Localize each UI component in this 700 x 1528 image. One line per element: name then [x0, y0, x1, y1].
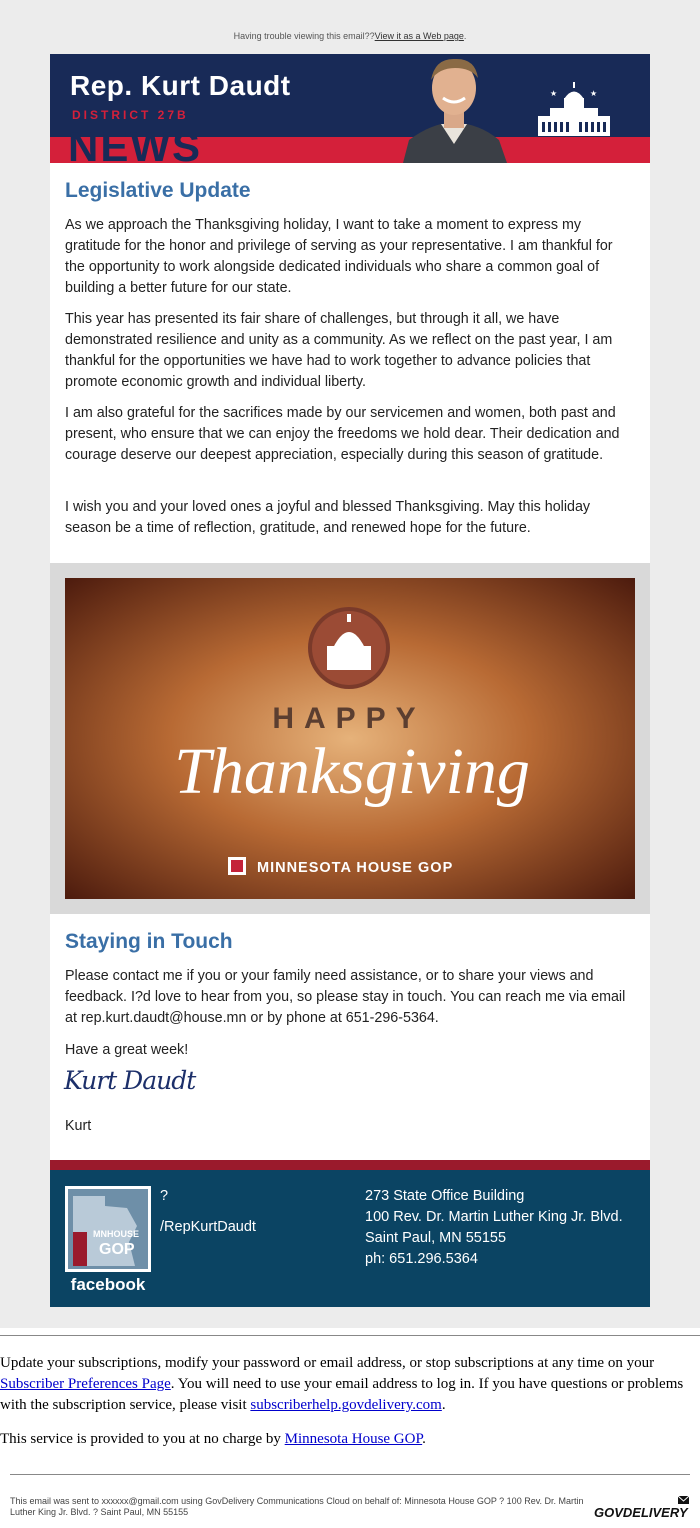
- facebook-icon[interactable]: [65, 1186, 151, 1296]
- representative-photo: [395, 54, 513, 163]
- footer-red-line: [50, 1160, 650, 1170]
- update-paragraph: As we approach the Thanksgiving holiday, I want to take a moment to express my gratitude for the honor and privilege of serving as your representative. I am thankful for the opportunity to work alongside dedicated individuals who share a common goal of building a better future for our state.: [65, 217, 613, 296]
- contact-footer: [50, 1160, 650, 1307]
- mn-house-gop-text: MINNESOTA HOUSE GOP: [257, 860, 454, 876]
- capitol-icon: [536, 82, 612, 138]
- subscription-section: [0, 1335, 700, 1450]
- svg-text:★: ★: [550, 89, 558, 98]
- phone-line: ph: 651.296.5364: [365, 1251, 478, 1267]
- header-banner: [50, 54, 650, 163]
- staying-in-touch-section: [50, 914, 650, 1160]
- facebook-handle-link[interactable]: /RepKurtDaudt: [160, 1219, 256, 1235]
- svg-text:★: ★: [590, 89, 598, 98]
- subscription-text-post: . You will need to use your email address to log in. If you have questions or problems with the subscription service, please visit: [0, 1376, 684, 1413]
- update-paragraph: I am also grateful for the sacrifices made by our servicemen and women, both past and present, who ensure that we can enjoy the freedoms we hold dear. Their dedication and courage deserve our deepest appreciation, especially during this season of gratitude.: [65, 405, 620, 463]
- service-provider-text: [0, 1429, 700, 1450]
- sender-name: Kurt: [65, 1118, 92, 1134]
- office-address: [365, 1186, 623, 1270]
- address-line: 100 Rev. Dr. Martin Luther King Jr. Blvd.: [365, 1209, 623, 1225]
- thanksgiving-text: Thanksgiving: [174, 735, 530, 808]
- preheader: [0, 31, 700, 41]
- facebook-wordmark: facebook: [70, 1275, 146, 1294]
- touch-paragraph: Please contact me if you or your family need assistance, or to share your views and feedback. I?d love to hear from you, so please stay in touch. You can reach me via email at rep.kurt.daudt@house.mn or by phone at 651-296-5364.: [65, 968, 626, 1026]
- update-paragraph: I wish you and your loved ones a joyful and blessed Thanksgiving. May this holiday season be a time of reflection, gratitude, and renewed hope for the future.: [65, 499, 591, 536]
- logo-gop: GOP: [99, 1241, 135, 1258]
- update-paragraph: This year has presented its fair share of challenges, but through it all, we have demonstrated resilience and unity as a community. As we reflect on the past year, I am thankful for the opportunities we have had to work together to advance policies that promote economic growth and individual liberty.: [65, 311, 613, 390]
- minnesota-house-gop-link[interactable]: Minnesota House GOP: [284, 1431, 423, 1447]
- logo-house: HOUSE: [107, 1229, 140, 1239]
- footer-question-mark: ?: [160, 1188, 169, 1204]
- legal-notice: This email was sent to xxxxxx@gmail.com using GovDelivery Communications Cloud on behalf of: Minnesota House GOP ? 100 Rev. Dr. Martin Luther King Jr. Blvd. ? Saint Paul, MN 55155: [10, 1496, 584, 1517]
- address-line: Saint Paul, MN 55155: [365, 1230, 507, 1246]
- signature: Kurt Daudt: [64, 1066, 196, 1095]
- district-label: DISTRICT 27B: [72, 108, 189, 122]
- govdelivery-wordmark: GOVDELIVERY: [594, 1505, 688, 1520]
- happy-text: HAPPY: [272, 702, 426, 735]
- closing-line: Have a great week!: [65, 1042, 189, 1058]
- legislative-update-section: [50, 163, 650, 563]
- staying-in-touch-title: Staying in Touch: [65, 930, 233, 953]
- govdelivery-logo[interactable]: [594, 1496, 690, 1522]
- logo-mn: MN: [93, 1229, 107, 1239]
- subscription-text: [0, 1353, 700, 1416]
- legislative-update-title: Legislative Update: [65, 179, 251, 202]
- address-line: 273 State Office Building: [365, 1188, 525, 1204]
- happy-thanksgiving-image: [65, 578, 635, 899]
- service-text-suffix: .: [422, 1431, 426, 1447]
- preheader-suffix: .: [463, 31, 467, 41]
- subscriber-help-link[interactable]: subscriberhelp.govdelivery.com: [250, 1397, 442, 1413]
- web-page-link[interactable]: View it as a Web page: [374, 31, 464, 41]
- footer-divider: [10, 1474, 690, 1475]
- news-label: NEWS: [68, 123, 202, 163]
- preheader-text: Having trouble viewing this email??: [233, 31, 375, 41]
- thanksgiving-image-band: [50, 563, 650, 914]
- service-text-pre: This service is provided to you at no charge by: [0, 1431, 285, 1447]
- subscription-help-suffix: .: [441, 1397, 446, 1413]
- representative-name: Rep. Kurt Daudt: [70, 70, 291, 101]
- subscriber-preferences-link[interactable]: Subscriber Preferences Page: [0, 1376, 171, 1392]
- subscription-text-pre: Update your subscriptions, modify your password or email address, or stop subscriptions at any time on your: [0, 1355, 655, 1371]
